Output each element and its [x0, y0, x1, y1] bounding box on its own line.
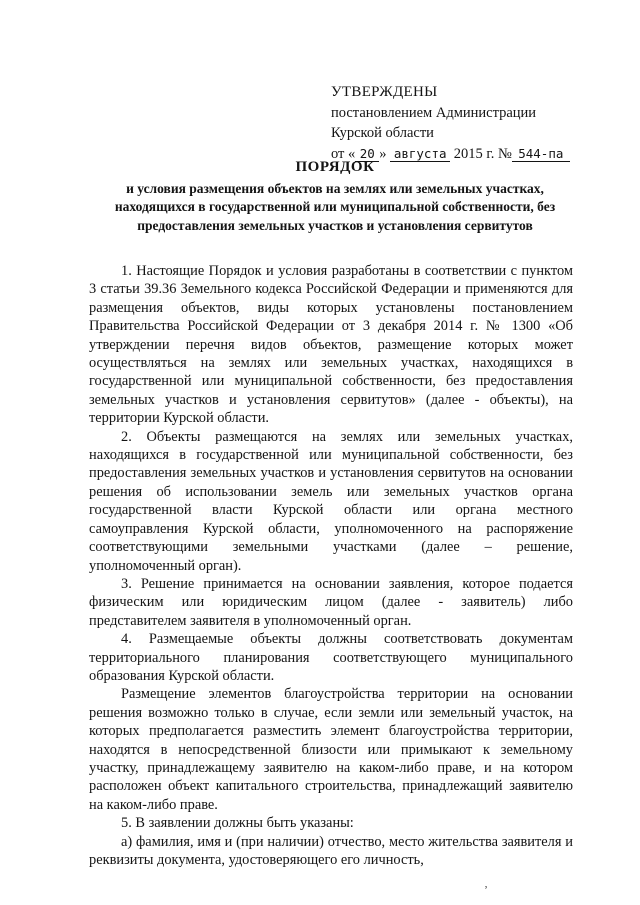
paragraph-1: 1. Настоящие Порядок и условия разработаны в соответствии с пунктом 3 статьи 39.36 Земельного кодекса Российской Федерации и применяются для размещения объектов, виды которых установлены постановлением Правительства Российской Федерации от 3 декабря 2014 г. № 1300 «Об утверждении перечня видов объектов, размещение которых может осуществляться на землях или земельных участках, находящихся в государственной или муниципальной собственности, без предоставления земельных участков и установления сервитутов» (далее - объекты), на территории Курской области.	[89, 263, 573, 427]
date-day: 20	[355, 146, 379, 162]
date-prefix: от «	[331, 145, 356, 162]
page-mark: ‚	[484, 876, 488, 890]
approval-block	[331, 82, 570, 164]
approval-line-2: Курской области	[331, 125, 434, 141]
document-body	[89, 262, 573, 869]
paragraph-4-continuation: Размещение элементов благоустройства территории на основании решения возможно только в случае, если земли или земельный участок, на которых предполагается разместить элемент благоустройства территории, находятся в непосредственной близости или примыкают к земельному участку, принадлежащему заявителю на каком-либо праве, и на котором расположен объект капитального строительства, принадлежащий заявителю на каком-либо праве.	[89, 686, 573, 813]
document-heading	[100, 156, 570, 235]
paragraph-5a: а) фамилия, имя и (при наличии) отчество, место жительства заявителя и реквизиты документа, удостоверяющего его личность,	[89, 833, 573, 868]
decree-number: 544-па	[512, 146, 570, 162]
paragraph-2: 2. Объекты размещаются на землях или земельных участках, находящихся в государственной или муниципальной собственности, без предоставления земельных участков и установления сервитутов на основании решения об использовании земель или земельных участков органа государственной власти Курской области или органа местного самоуправления Курской области, уполномоченного на распоряжение соответствующими земельными участками (далее – решение, уполномоченный орган).	[89, 428, 573, 574]
date-month: августа	[390, 146, 450, 162]
date-day-close: »	[379, 145, 387, 162]
paragraph-3: 3. Решение принимается на основании заявления, которое подается физическим или юридическим лицом (далее - заявитель) либо представителем заявителя в уполномоченный орган.	[89, 575, 573, 629]
paragraph-4: 4. Размещаемые объекты должны соответствовать документам территориального планирования соответствующего муниципального образования Курской области.	[89, 631, 573, 684]
document-subtitle: и условия размещения объектов на землях или земельных участках, находящихся в государственной или муниципальной собственности, без предоставления земельных участков и установления сервитутов	[114, 181, 556, 233]
approval-stamp: УТВЕРЖДЕНЫ	[331, 84, 438, 100]
approval-line-1: постановлением Администрации	[331, 104, 537, 121]
date-year: 2015 г. №	[453, 145, 512, 162]
paragraph-5: 5. В заявлении должны быть указаны:	[121, 815, 354, 832]
document-title: ПОРЯДОК	[295, 159, 375, 175]
